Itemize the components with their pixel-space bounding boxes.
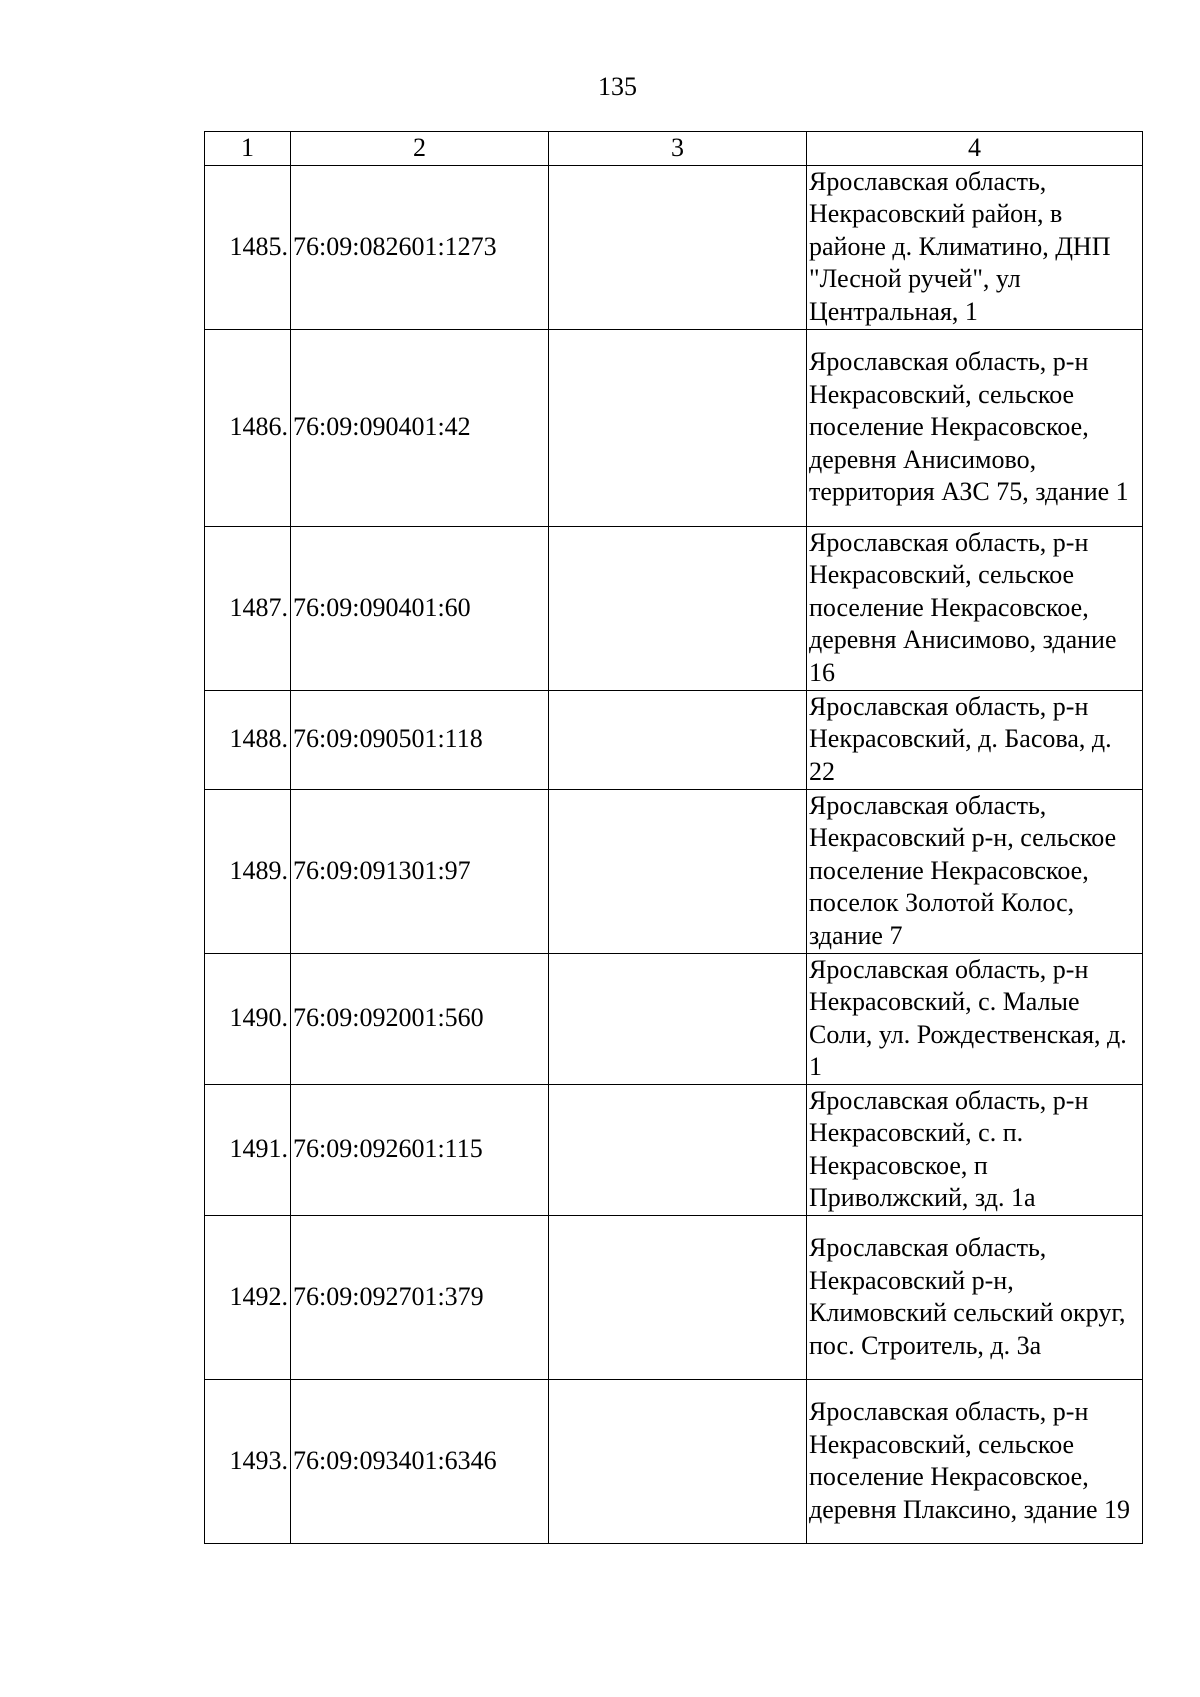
col3-cell (549, 165, 807, 329)
table-row (205, 953, 1143, 1084)
table-row (205, 690, 1143, 789)
col3-cell (549, 953, 807, 1084)
table-row (205, 329, 1143, 526)
address-cell: Ярославская область, р-н Некрасовский, д. Басова, д. 22 (807, 690, 1143, 789)
cadastral-number: 76:09:092601:115 (291, 1084, 549, 1215)
table-row (205, 789, 1143, 953)
header-col-4: 4 (807, 132, 1143, 166)
address-cell: Ярославская область, Некрасовский район, в районе д. Климатино, ДНП "Лесной ручей", ул Центральная, 1 (807, 165, 1143, 329)
col3-cell (549, 690, 807, 789)
table-row (205, 1379, 1143, 1543)
address-cell: Ярославская область, р-н Некрасовский, с. Малые Соли, ул. Рождественская, д. 1 (807, 953, 1143, 1084)
cadastral-number: 76:09:092701:379 (291, 1215, 549, 1379)
cadastral-number: 76:09:082601:1273 (291, 165, 549, 329)
address-cell: Ярославская область, р-н Некрасовский, сельское поселение Некрасовское, деревня Плаксино, здание 19 (807, 1379, 1143, 1543)
table-row (205, 526, 1143, 690)
table-row (205, 165, 1143, 329)
cadastral-number: 76:09:090401:60 (291, 526, 549, 690)
col3-cell (549, 329, 807, 526)
row-number: 1488. (205, 690, 291, 789)
address-cell: Ярославская область, р-н Некрасовский, с. п. Некрасовское, п Приволжский, зд. 1а (807, 1084, 1143, 1215)
cadastral-number: 76:09:093401:6346 (291, 1379, 549, 1543)
row-number: 1486. (205, 329, 291, 526)
table-row (205, 1215, 1143, 1379)
row-number: 1490. (205, 953, 291, 1084)
address-cell: Ярославская область, Некрасовский р-н, сельское поселение Некрасовское, поселок Золотой Колос, здание 7 (807, 789, 1143, 953)
table-body (205, 165, 1143, 1543)
col3-cell (549, 526, 807, 690)
header-col-3: 3 (549, 132, 807, 166)
table-row (205, 1084, 1143, 1215)
header-col-2: 2 (291, 132, 549, 166)
page-number: 135 (598, 72, 637, 101)
row-number: 1492. (205, 1215, 291, 1379)
cadastral-number: 76:09:092001:560 (291, 953, 549, 1084)
row-number: 1489. (205, 789, 291, 953)
row-number: 1491. (205, 1084, 291, 1215)
header-row (205, 132, 1143, 166)
row-number: 1493. (205, 1379, 291, 1543)
address-cell: Ярославская область, р-н Некрасовский, сельское поселение Некрасовское, деревня Анисимово, здание 16 (807, 526, 1143, 690)
col3-cell (549, 789, 807, 953)
row-number: 1487. (205, 526, 291, 690)
col3-cell (549, 1379, 807, 1543)
cadastral-number: 76:09:090501:118 (291, 690, 549, 789)
cadastral-number: 76:09:091301:97 (291, 789, 549, 953)
property-table (204, 131, 1143, 1544)
address-cell: Ярославская область, р-н Некрасовский, сельское поселение Некрасовское, деревня Анисимово, территория АЗС 75, здание 1 (807, 329, 1143, 526)
cadastral-number: 76:09:090401:42 (291, 329, 549, 526)
col3-cell (549, 1215, 807, 1379)
address-cell: Ярославская область, Некрасовский р-н, Климовский сельский округ, пос. Строитель, д. 3а (807, 1215, 1143, 1379)
row-number: 1485. (205, 165, 291, 329)
header-col-1: 1 (205, 132, 291, 166)
col3-cell (549, 1084, 807, 1215)
